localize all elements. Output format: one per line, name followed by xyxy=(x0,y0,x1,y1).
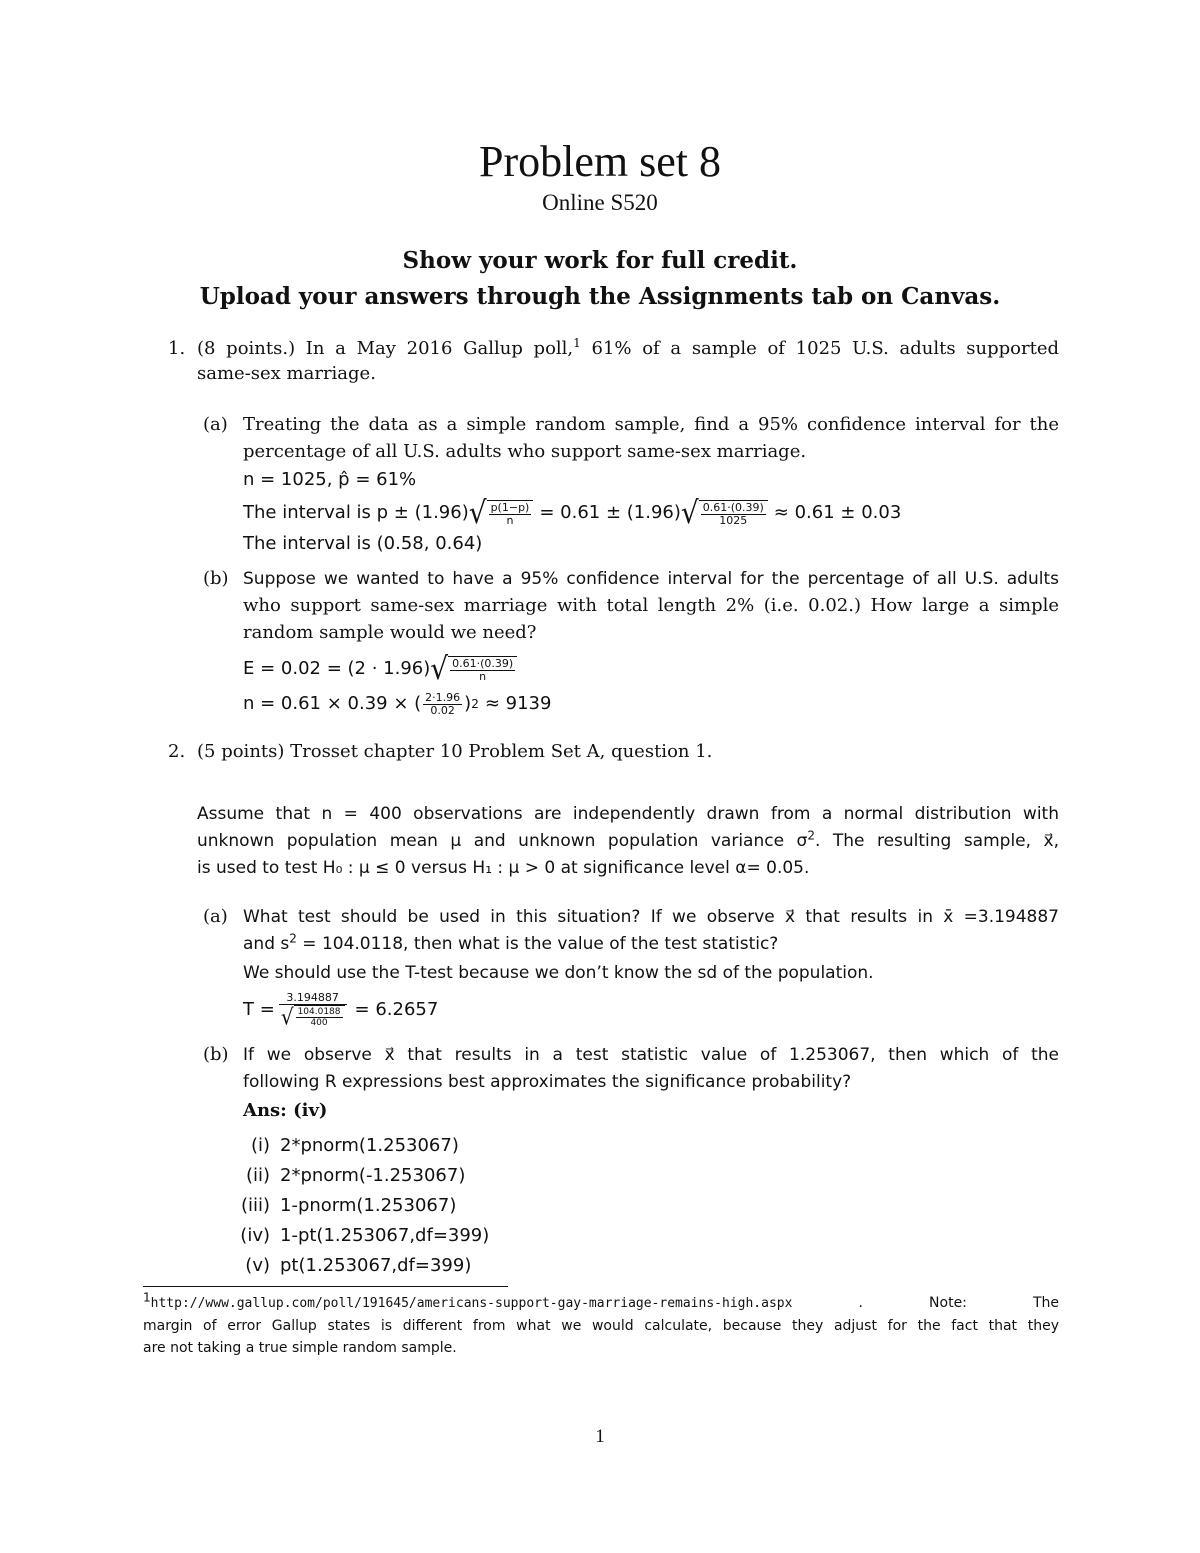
q2b-option-list xyxy=(234,1134,494,1284)
sqrt-symbol: √ $\frac{0.61\cdot(0.39)}{1025}$ xyxy=(681,499,768,527)
q1b-line-3: random sample would we need? xyxy=(243,622,537,643)
instruction-line-1: Show your work for full credit. xyxy=(402,247,798,274)
footnote-mark: 1 xyxy=(143,1290,151,1305)
list-item xyxy=(234,1224,494,1254)
question-2-para-3: is used to test H₀ : μ ≤ 0 versus H₁ : μ > 0 at significance level α= 0.05. xyxy=(197,858,810,878)
footnote-line-3: are not taking a true simple random sample. xyxy=(143,1340,457,1356)
question-2-line-1: (5 points) Trosset chapter 10 Problem Set A, question 1. xyxy=(197,741,713,762)
q1b-line-2: who support same-sex marriage with total length 2% (i.e. 0.02.) How large a simple xyxy=(243,595,1059,616)
footnote-line-1-rest: . Note: The xyxy=(858,1295,1060,1311)
question-2-para-2b: . The resulting sample, x⃗, xyxy=(814,831,1059,851)
q1b-eq2-suffix: ) xyxy=(464,693,472,714)
frac-numerator: 104.0188 xyxy=(297,1007,341,1017)
option-label: (v) xyxy=(245,1255,270,1276)
option-text: 1-pt(1.253067,df=399) xyxy=(280,1225,490,1246)
frac-denominator: n xyxy=(506,513,514,527)
q1b-equation-2: n = 0.61 × 0.39 × ( $\frac{2\cdot 1.96}{0.02}$ ) 2 ≈ 9139 xyxy=(243,690,552,717)
page-title: Problem set 8 xyxy=(479,137,721,186)
q1a-label: (a) xyxy=(203,414,228,435)
question-1-text-cont: 61% of a sample of 1025 U.S. adults supported xyxy=(591,338,1059,359)
q1a-interval-prefix: The interval is p ± (1.96) xyxy=(243,502,469,523)
q1a-interval-approx: ≈ 0.61 ± 0.03 xyxy=(773,502,902,523)
question-2-para-2a: unknown population mean μ and unknown population variance σ xyxy=(197,831,808,851)
footnote-url[interactable]: http://www.gallup.com/poll/191645/americans-support-gay-marriage-remains-high.aspx xyxy=(150,1296,793,1311)
question-1-line-1 xyxy=(197,337,1059,361)
q2a-line-2a: and s xyxy=(243,934,290,954)
option-label: (iii) xyxy=(240,1195,270,1216)
sqrt-symbol: √ $\frac{p(1-p)}{n}$ xyxy=(469,499,534,527)
s-exponent: 2 xyxy=(289,931,297,946)
question-1-line-2: same-sex marriage. xyxy=(197,363,376,384)
frac-denominator: 400 xyxy=(310,1018,328,1028)
frac-denominator: √ $\frac{104.0188}{400}$ xyxy=(279,1005,347,1028)
footnote-line-2: margin of error Gallup states is different from what we would calculate, because they adjust for the fact that they xyxy=(143,1318,1059,1334)
question-1-number: 1. xyxy=(168,338,186,359)
sqrt-symbol: √ $\frac{0.61\cdot(0.39)}{n}$ xyxy=(430,655,517,683)
option-label: (iv) xyxy=(240,1225,270,1246)
frac-numerator: 0.61·(0.39) xyxy=(452,656,514,670)
question-2-para-1: Assume that n = 400 observations are independently drawn from a normal distribution with xyxy=(197,804,1059,824)
option-text: 1-pnorm(1.253067) xyxy=(280,1195,457,1216)
q1b-equation-1 xyxy=(243,652,517,686)
q1b-eq2-prefix: n = 0.61 × 0.39 × ( xyxy=(243,693,422,714)
sigma-exponent: 2 xyxy=(807,828,815,843)
frac-denominator: n xyxy=(479,669,487,683)
q2b-answer: Ans: (iv) xyxy=(243,1100,328,1121)
frac-numerator: 2·1.96 xyxy=(425,690,461,704)
question-1-text: (8 points.) In a May 2016 Gallup poll, xyxy=(197,338,574,359)
frac-numerator: p(1−p) xyxy=(490,500,530,514)
frac-numerator: 0.61·(0.39) xyxy=(702,500,764,514)
option-text: 2*pnorm(-1.253067) xyxy=(280,1165,466,1186)
q1b-line-1: Suppose we wanted to have a 95% confidence interval for the percentage of all U.S. adults xyxy=(243,569,1059,589)
q2a-line-1: What test should be used in this situation? If we observe x⃗ that results in x̄ =3.194887 xyxy=(243,907,1059,927)
q2b-label: (b) xyxy=(203,1044,229,1065)
question-2-para-2 xyxy=(197,829,1059,853)
course-subtitle: Online S520 xyxy=(542,190,658,215)
q2b-line-1: If we observe x⃗ that results in a test statistic value of 1.253067, then which of the xyxy=(243,1045,1059,1065)
footnote-rule xyxy=(143,1286,508,1287)
frac-numerator: 3.194887 xyxy=(279,992,347,1005)
q2a-label: (a) xyxy=(203,906,228,927)
footnote-line-1 xyxy=(143,1292,1059,1315)
q2a-line-2 xyxy=(243,932,778,956)
footnote-ref: 1 xyxy=(573,336,581,350)
frac-denominator: 1025 xyxy=(719,513,748,527)
list-item xyxy=(234,1254,494,1284)
q1a-interval-mid: = 0.61 ± (1.96) xyxy=(539,502,681,523)
t-fraction xyxy=(279,992,347,1028)
option-label: (i) xyxy=(250,1135,270,1156)
t-prefix: T = xyxy=(243,999,275,1020)
instruction-line-2: Upload your answers through the Assignments tab on Canvas. xyxy=(199,283,1001,310)
q1a-line-1: Treating the data as a simple random sample, find a 95% confidence interval for the xyxy=(243,414,1059,435)
q1a-given: n = 1025, p̂ = 61% xyxy=(243,469,417,490)
q2a-t-equation xyxy=(243,986,438,1034)
q1a-result: The interval is (0.58, 0.64) xyxy=(243,533,483,554)
t-result: = 6.2657 xyxy=(354,999,439,1020)
option-text: 2*pnorm(1.253067) xyxy=(280,1135,459,1156)
list-item xyxy=(234,1164,494,1194)
q2b-line-2: following R expressions best approximates the significance probability? xyxy=(243,1072,852,1092)
q2a-line-2b: = 104.0118, then what is the value of the test statistic? xyxy=(302,934,779,954)
q2a-line-3: We should use the T-test because we don’t know the sd of the population. xyxy=(243,963,874,983)
option-text: pt(1.253067,df=399) xyxy=(280,1255,472,1276)
list-item xyxy=(234,1134,494,1164)
frac-denominator: 0.02 xyxy=(430,703,455,717)
question-2-number: 2. xyxy=(168,741,186,762)
page-number: 1 xyxy=(595,1426,605,1447)
list-item xyxy=(234,1194,494,1224)
q1b-eq1-prefix: E = 0.02 = (2 · 1.96) xyxy=(243,658,431,679)
option-label: (ii) xyxy=(245,1165,270,1186)
q1b-label: (b) xyxy=(203,568,229,589)
q1a-interval-equation xyxy=(243,496,901,530)
q1a-line-2: percentage of all U.S. adults who support same-sex marriage. xyxy=(243,441,807,462)
q1b-eq2-result: ≈ 9139 xyxy=(484,693,552,714)
